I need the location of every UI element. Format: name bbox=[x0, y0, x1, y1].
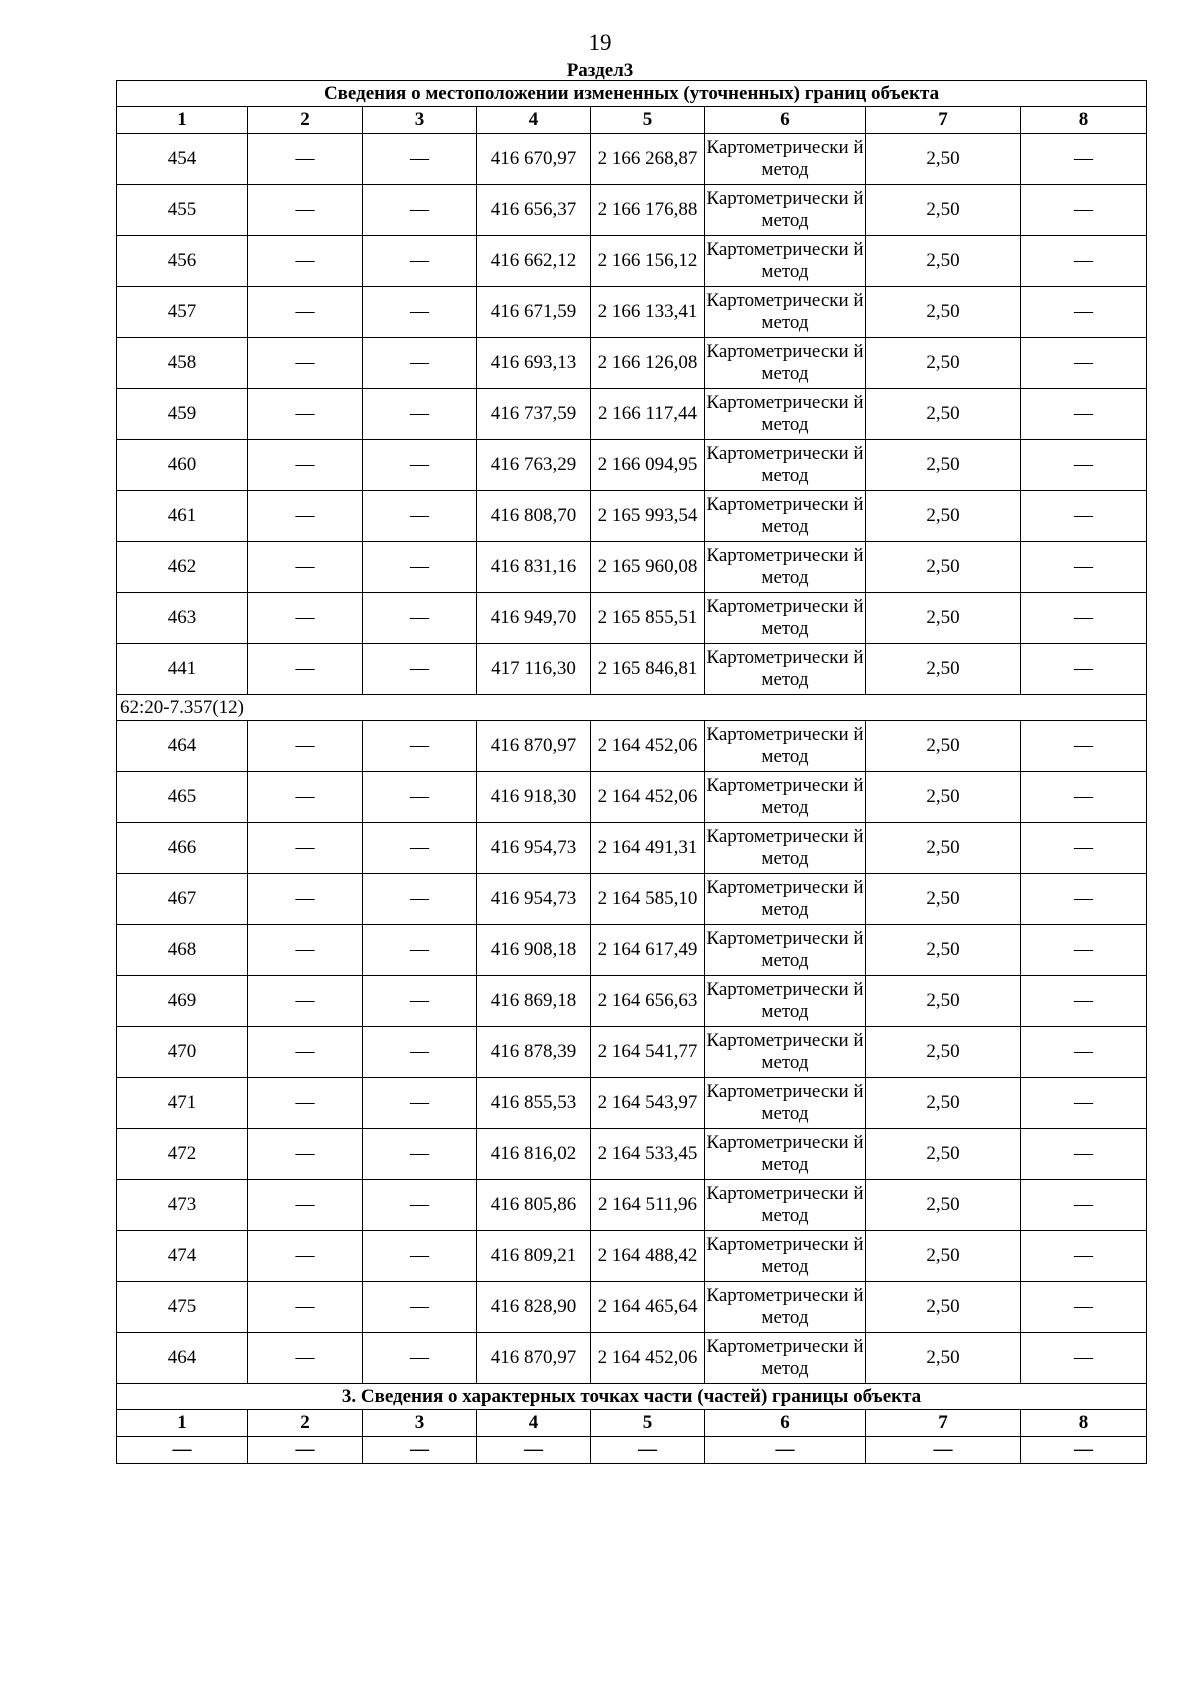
col2-cell: — bbox=[248, 772, 363, 823]
y-coord-cell: 2 164 511,96 bbox=[591, 1180, 705, 1231]
col2-cell: — bbox=[248, 440, 363, 491]
x-coord-cell: 416 869,18 bbox=[477, 976, 591, 1027]
table-row bbox=[117, 593, 1147, 644]
col3-cell: — bbox=[363, 1078, 477, 1129]
col2-cell: — bbox=[248, 542, 363, 593]
accuracy-cell: 2,50 bbox=[866, 440, 1021, 491]
point-number-cell: 463 bbox=[117, 593, 248, 644]
y-coord-cell: 2 164 452,06 bbox=[591, 772, 705, 823]
x-coord-cell: 416 855,53 bbox=[477, 1078, 591, 1129]
point-number-cell: 474 bbox=[117, 1231, 248, 1282]
y-coord-cell: 2 165 993,54 bbox=[591, 491, 705, 542]
column-header: 5 bbox=[591, 107, 705, 134]
accuracy-cell: 2,50 bbox=[866, 287, 1021, 338]
y-coord-cell: 2 166 117,44 bbox=[591, 389, 705, 440]
section2-row bbox=[117, 1437, 1147, 1464]
table-row bbox=[117, 542, 1147, 593]
point-number-cell: 471 bbox=[117, 1078, 248, 1129]
col8-cell: — bbox=[1021, 925, 1147, 976]
page-number: 19 bbox=[588, 30, 612, 55]
column-header: 6 bbox=[705, 1410, 866, 1437]
col3-cell: — bbox=[363, 338, 477, 389]
x-coord-cell: 416 870,97 bbox=[477, 1333, 591, 1384]
table-row bbox=[117, 1282, 1147, 1333]
col8-cell: — bbox=[1021, 874, 1147, 925]
x-coord-cell: 416 954,73 bbox=[477, 823, 591, 874]
method-cell: Картометрически й метод bbox=[705, 874, 866, 925]
col2-cell: — bbox=[248, 925, 363, 976]
y-coord-cell: 2 164 585,10 bbox=[591, 874, 705, 925]
accuracy-cell: 2,50 bbox=[866, 338, 1021, 389]
column-header: 8 bbox=[1021, 107, 1147, 134]
x-coord-cell: 416 763,29 bbox=[477, 440, 591, 491]
col8-cell: — bbox=[1021, 1282, 1147, 1333]
y-coord-cell: 2 165 855,51 bbox=[591, 593, 705, 644]
point-number-cell: 462 bbox=[117, 542, 248, 593]
point-number-cell: 472 bbox=[117, 1129, 248, 1180]
method-cell: Картометрически й метод bbox=[705, 772, 866, 823]
col2-cell: — bbox=[248, 1231, 363, 1282]
y-coord-cell: 2 164 452,06 bbox=[591, 721, 705, 772]
section2-cell: — bbox=[1021, 1437, 1147, 1464]
point-number-cell: 455 bbox=[117, 185, 248, 236]
y-coord-cell: 2 164 488,42 bbox=[591, 1231, 705, 1282]
column-header: 8 bbox=[1021, 1410, 1147, 1437]
method-cell: Картометрически й метод bbox=[705, 1129, 866, 1180]
table-row bbox=[117, 287, 1147, 338]
group-label: 62:20-7.357(12) bbox=[117, 695, 1147, 721]
accuracy-cell: 2,50 bbox=[866, 1231, 1021, 1282]
boundary-table bbox=[116, 80, 1147, 1464]
x-coord-cell: 416 808,70 bbox=[477, 491, 591, 542]
x-coord-cell: 416 656,37 bbox=[477, 185, 591, 236]
y-coord-cell: 2 164 656,63 bbox=[591, 976, 705, 1027]
point-number-cell: 456 bbox=[117, 236, 248, 287]
y-coord-cell: 2 166 156,12 bbox=[591, 236, 705, 287]
method-cell: Картометрически й метод bbox=[705, 721, 866, 772]
table-row bbox=[117, 874, 1147, 925]
point-number-cell: 473 bbox=[117, 1180, 248, 1231]
section2-cell: — bbox=[866, 1437, 1021, 1464]
point-number-cell: 464 bbox=[117, 721, 248, 772]
col8-cell: — bbox=[1021, 389, 1147, 440]
col8-cell: — bbox=[1021, 593, 1147, 644]
point-number-cell: 467 bbox=[117, 874, 248, 925]
method-cell: Картометрически й метод bbox=[705, 644, 866, 695]
y-coord-cell: 2 166 176,88 bbox=[591, 185, 705, 236]
table-row bbox=[117, 976, 1147, 1027]
table-row bbox=[117, 338, 1147, 389]
column-header: 2 bbox=[248, 1410, 363, 1437]
col3-cell: — bbox=[363, 874, 477, 925]
point-number-cell: 457 bbox=[117, 287, 248, 338]
col2-cell: — bbox=[248, 1027, 363, 1078]
table-row bbox=[117, 389, 1147, 440]
point-number-cell: 460 bbox=[117, 440, 248, 491]
col2-cell: — bbox=[248, 236, 363, 287]
col3-cell: — bbox=[363, 287, 477, 338]
x-coord-cell: 416 671,59 bbox=[477, 287, 591, 338]
accuracy-cell: 2,50 bbox=[866, 772, 1021, 823]
section2-cell: — bbox=[363, 1437, 477, 1464]
column-header: 1 bbox=[117, 107, 248, 134]
method-cell: Картометрически й метод bbox=[705, 134, 866, 185]
section2-cell: — bbox=[248, 1437, 363, 1464]
col8-cell: — bbox=[1021, 287, 1147, 338]
point-number-cell: 464 bbox=[117, 1333, 248, 1384]
col3-cell: — bbox=[363, 1180, 477, 1231]
table-row bbox=[117, 925, 1147, 976]
x-coord-cell: 417 116,30 bbox=[477, 644, 591, 695]
column-header: 2 bbox=[248, 107, 363, 134]
col3-cell: — bbox=[363, 542, 477, 593]
col8-cell: — bbox=[1021, 134, 1147, 185]
x-coord-cell: 416 805,86 bbox=[477, 1180, 591, 1231]
column-header: 7 bbox=[866, 1410, 1021, 1437]
x-coord-cell: 416 878,39 bbox=[477, 1027, 591, 1078]
method-cell: Картометрически й метод bbox=[705, 1231, 866, 1282]
table-title-row bbox=[117, 81, 1147, 107]
x-coord-cell: 416 809,21 bbox=[477, 1231, 591, 1282]
col8-cell: — bbox=[1021, 1231, 1147, 1282]
table-title: Сведения о местоположении измененных (уточненных) границ объекта bbox=[117, 81, 1147, 107]
x-coord-cell: 416 908,18 bbox=[477, 925, 591, 976]
col8-cell: — bbox=[1021, 644, 1147, 695]
table-row bbox=[117, 1078, 1147, 1129]
col3-cell: — bbox=[363, 823, 477, 874]
y-coord-cell: 2 164 465,64 bbox=[591, 1282, 705, 1333]
col3-cell: — bbox=[363, 925, 477, 976]
col3-cell: — bbox=[363, 721, 477, 772]
col8-cell: — bbox=[1021, 440, 1147, 491]
col3-cell: — bbox=[363, 593, 477, 644]
table-row bbox=[117, 134, 1147, 185]
column-header: 7 bbox=[866, 107, 1021, 134]
accuracy-cell: 2,50 bbox=[866, 874, 1021, 925]
accuracy-cell: 2,50 bbox=[866, 1282, 1021, 1333]
column-header: 6 bbox=[705, 107, 866, 134]
method-cell: Картометрически й метод bbox=[705, 389, 866, 440]
col2-cell: — bbox=[248, 976, 363, 1027]
table-row bbox=[117, 185, 1147, 236]
method-cell: Картометрически й метод bbox=[705, 542, 866, 593]
column-header: 5 bbox=[591, 1410, 705, 1437]
method-cell: Картометрически й метод bbox=[705, 593, 866, 644]
method-cell: Картометрически й метод bbox=[705, 287, 866, 338]
x-coord-cell: 416 831,16 bbox=[477, 542, 591, 593]
y-coord-cell: 2 164 541,77 bbox=[591, 1027, 705, 1078]
section2-header-row bbox=[117, 1410, 1147, 1437]
y-coord-cell: 2 165 960,08 bbox=[591, 542, 705, 593]
col3-cell: — bbox=[363, 1333, 477, 1384]
x-coord-cell: 416 662,12 bbox=[477, 236, 591, 287]
point-number-cell: 469 bbox=[117, 976, 248, 1027]
method-cell: Картометрически й метод bbox=[705, 1333, 866, 1384]
col8-cell: — bbox=[1021, 721, 1147, 772]
table-row bbox=[117, 644, 1147, 695]
point-number-cell: 470 bbox=[117, 1027, 248, 1078]
accuracy-cell: 2,50 bbox=[866, 925, 1021, 976]
accuracy-cell: 2,50 bbox=[866, 1078, 1021, 1129]
col3-cell: — bbox=[363, 772, 477, 823]
col3-cell: — bbox=[363, 491, 477, 542]
point-number-cell: 466 bbox=[117, 823, 248, 874]
method-cell: Картометрически й метод bbox=[705, 823, 866, 874]
table-header-row bbox=[117, 107, 1147, 134]
table-row bbox=[117, 1129, 1147, 1180]
x-coord-cell: 416 870,97 bbox=[477, 721, 591, 772]
y-coord-cell: 2 164 617,49 bbox=[591, 925, 705, 976]
accuracy-cell: 2,50 bbox=[866, 134, 1021, 185]
col2-cell: — bbox=[248, 874, 363, 925]
point-number-cell: 461 bbox=[117, 491, 248, 542]
method-cell: Картометрически й метод bbox=[705, 1078, 866, 1129]
table-row bbox=[117, 440, 1147, 491]
table-row bbox=[117, 491, 1147, 542]
col2-cell: — bbox=[248, 1333, 363, 1384]
method-cell: Картометрически й метод bbox=[705, 440, 866, 491]
method-cell: Картометрически й метод bbox=[705, 976, 866, 1027]
method-cell: Картометрически й метод bbox=[705, 1027, 866, 1078]
col8-cell: — bbox=[1021, 1078, 1147, 1129]
section2-cell: — bbox=[477, 1437, 591, 1464]
col2-cell: — bbox=[248, 1129, 363, 1180]
point-number-cell: 454 bbox=[117, 134, 248, 185]
table-row bbox=[117, 236, 1147, 287]
col2-cell: — bbox=[248, 338, 363, 389]
col3-cell: — bbox=[363, 644, 477, 695]
y-coord-cell: 2 166 094,95 bbox=[591, 440, 705, 491]
col8-cell: — bbox=[1021, 338, 1147, 389]
col3-cell: — bbox=[363, 236, 477, 287]
col2-cell: — bbox=[248, 185, 363, 236]
x-coord-cell: 416 693,13 bbox=[477, 338, 591, 389]
point-number-cell: 465 bbox=[117, 772, 248, 823]
accuracy-cell: 2,50 bbox=[866, 1129, 1021, 1180]
col3-cell: — bbox=[363, 976, 477, 1027]
section-title: Раздел3 bbox=[566, 60, 634, 81]
accuracy-cell: 2,50 bbox=[866, 644, 1021, 695]
section2-cell: — bbox=[705, 1437, 866, 1464]
col8-cell: — bbox=[1021, 1129, 1147, 1180]
point-number-cell: 468 bbox=[117, 925, 248, 976]
col8-cell: — bbox=[1021, 1180, 1147, 1231]
section2-title: 3. Сведения о характерных точках части (частей) границы объекта bbox=[117, 1384, 1147, 1410]
method-cell: Картометрически й метод bbox=[705, 1282, 866, 1333]
table-row bbox=[117, 1231, 1147, 1282]
accuracy-cell: 2,50 bbox=[866, 1180, 1021, 1231]
col3-cell: — bbox=[363, 185, 477, 236]
accuracy-cell: 2,50 bbox=[866, 491, 1021, 542]
col3-cell: — bbox=[363, 1129, 477, 1180]
y-coord-cell: 2 164 543,97 bbox=[591, 1078, 705, 1129]
section2-cell: — bbox=[117, 1437, 248, 1464]
column-header: 4 bbox=[477, 107, 591, 134]
y-coord-cell: 2 164 491,31 bbox=[591, 823, 705, 874]
col2-cell: — bbox=[248, 1282, 363, 1333]
col3-cell: — bbox=[363, 1282, 477, 1333]
table-row bbox=[117, 1333, 1147, 1384]
method-cell: Картометрически й метод bbox=[705, 338, 866, 389]
col8-cell: — bbox=[1021, 823, 1147, 874]
group-label-row bbox=[117, 695, 1147, 721]
section2-cell: — bbox=[591, 1437, 705, 1464]
col3-cell: — bbox=[363, 389, 477, 440]
col2-cell: — bbox=[248, 287, 363, 338]
x-coord-cell: 416 737,59 bbox=[477, 389, 591, 440]
y-coord-cell: 2 166 268,87 bbox=[591, 134, 705, 185]
y-coord-cell: 2 166 126,08 bbox=[591, 338, 705, 389]
col8-cell: — bbox=[1021, 1027, 1147, 1078]
accuracy-cell: 2,50 bbox=[866, 593, 1021, 644]
accuracy-cell: 2,50 bbox=[866, 721, 1021, 772]
col3-cell: — bbox=[363, 134, 477, 185]
col2-cell: — bbox=[248, 134, 363, 185]
accuracy-cell: 2,50 bbox=[866, 542, 1021, 593]
table-row bbox=[117, 1027, 1147, 1078]
col2-cell: — bbox=[248, 1078, 363, 1129]
point-number-cell: 441 bbox=[117, 644, 248, 695]
col2-cell: — bbox=[248, 491, 363, 542]
table-row bbox=[117, 823, 1147, 874]
col8-cell: — bbox=[1021, 772, 1147, 823]
accuracy-cell: 2,50 bbox=[866, 389, 1021, 440]
col2-cell: — bbox=[248, 389, 363, 440]
column-header: 3 bbox=[363, 107, 477, 134]
col8-cell: — bbox=[1021, 1333, 1147, 1384]
x-coord-cell: 416 816,02 bbox=[477, 1129, 591, 1180]
col2-cell: — bbox=[248, 1180, 363, 1231]
method-cell: Картометрически й метод bbox=[705, 925, 866, 976]
col3-cell: — bbox=[363, 1231, 477, 1282]
col3-cell: — bbox=[363, 440, 477, 491]
x-coord-cell: 416 918,30 bbox=[477, 772, 591, 823]
x-coord-cell: 416 949,70 bbox=[477, 593, 591, 644]
table-row bbox=[117, 721, 1147, 772]
col2-cell: — bbox=[248, 721, 363, 772]
table-row bbox=[117, 772, 1147, 823]
method-cell: Картометрически й метод bbox=[705, 491, 866, 542]
col2-cell: — bbox=[248, 644, 363, 695]
col8-cell: — bbox=[1021, 236, 1147, 287]
accuracy-cell: 2,50 bbox=[866, 1027, 1021, 1078]
col8-cell: — bbox=[1021, 491, 1147, 542]
column-header: 3 bbox=[363, 1410, 477, 1437]
point-number-cell: 459 bbox=[117, 389, 248, 440]
col2-cell: — bbox=[248, 823, 363, 874]
accuracy-cell: 2,50 bbox=[866, 976, 1021, 1027]
col8-cell: — bbox=[1021, 542, 1147, 593]
y-coord-cell: 2 165 846,81 bbox=[591, 644, 705, 695]
y-coord-cell: 2 164 533,45 bbox=[591, 1129, 705, 1180]
column-header: 1 bbox=[117, 1410, 248, 1437]
method-cell: Картометрически й метод bbox=[705, 185, 866, 236]
method-cell: Картометрически й метод bbox=[705, 1180, 866, 1231]
accuracy-cell: 2,50 bbox=[866, 1333, 1021, 1384]
col8-cell: — bbox=[1021, 185, 1147, 236]
y-coord-cell: 2 164 452,06 bbox=[591, 1333, 705, 1384]
col8-cell: — bbox=[1021, 976, 1147, 1027]
y-coord-cell: 2 166 133,41 bbox=[591, 287, 705, 338]
accuracy-cell: 2,50 bbox=[866, 185, 1021, 236]
accuracy-cell: 2,50 bbox=[866, 236, 1021, 287]
point-number-cell: 475 bbox=[117, 1282, 248, 1333]
column-header: 4 bbox=[477, 1410, 591, 1437]
x-coord-cell: 416 828,90 bbox=[477, 1282, 591, 1333]
point-number-cell: 458 bbox=[117, 338, 248, 389]
table-row bbox=[117, 1180, 1147, 1231]
col2-cell: — bbox=[248, 593, 363, 644]
x-coord-cell: 416 954,73 bbox=[477, 874, 591, 925]
section2-title-row bbox=[117, 1384, 1147, 1410]
x-coord-cell: 416 670,97 bbox=[477, 134, 591, 185]
method-cell: Картометрически й метод bbox=[705, 236, 866, 287]
col3-cell: — bbox=[363, 1027, 477, 1078]
accuracy-cell: 2,50 bbox=[866, 823, 1021, 874]
